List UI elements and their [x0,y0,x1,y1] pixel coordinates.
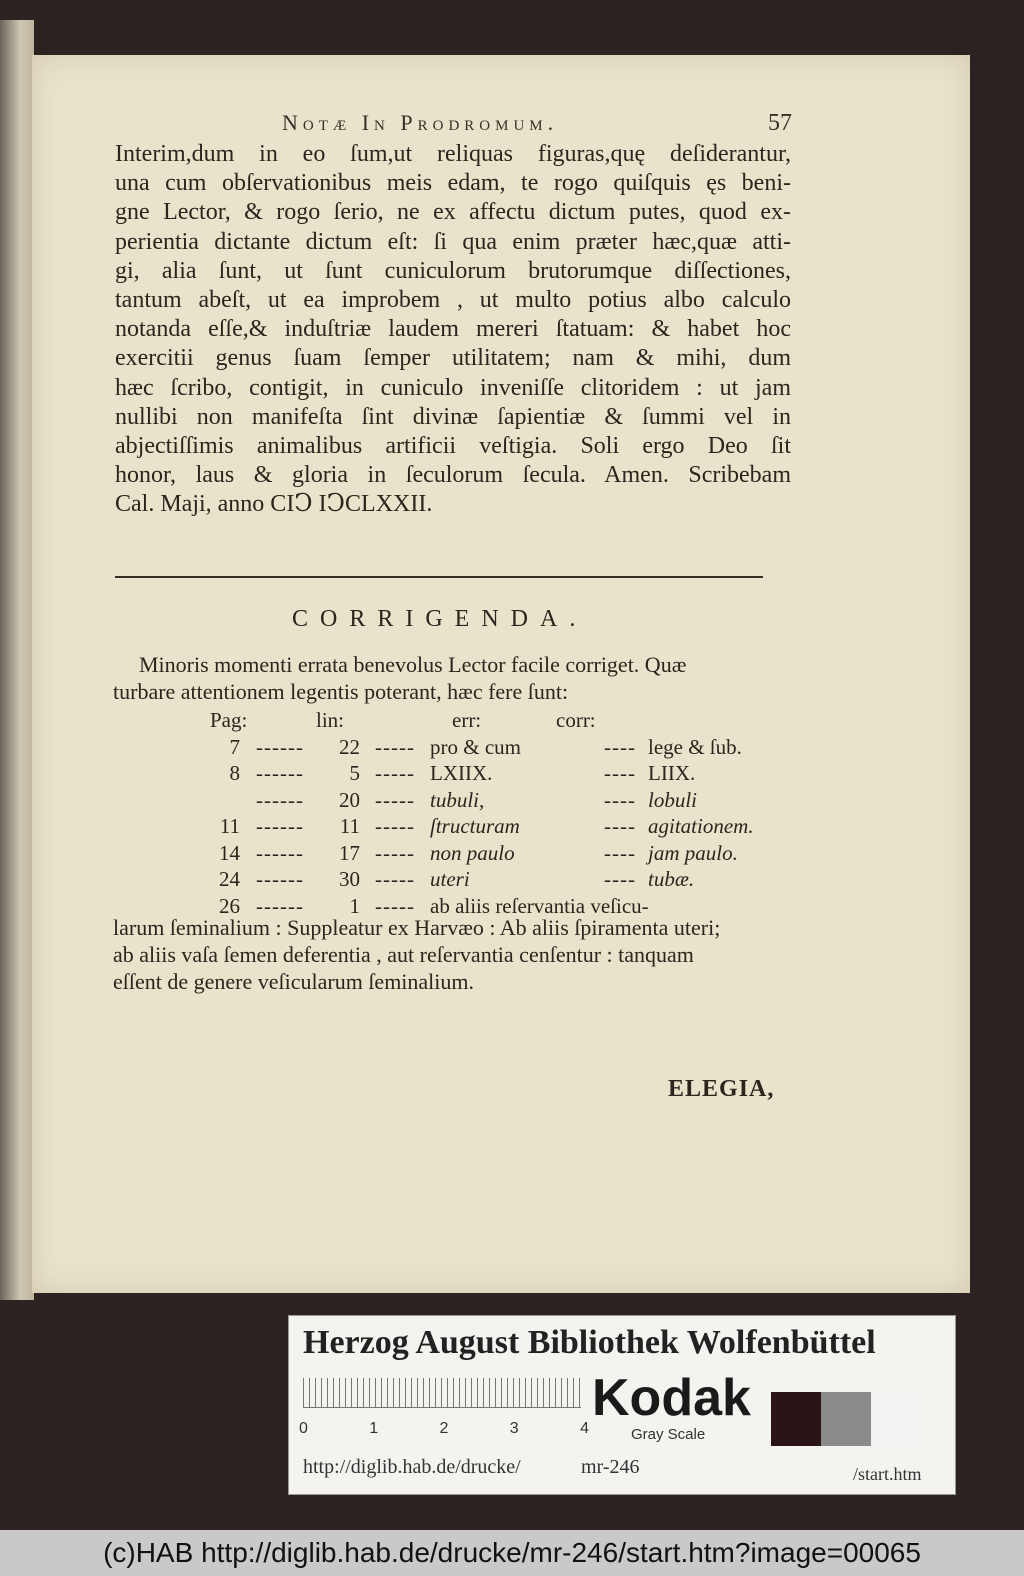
library-name: Herzog August Bibliothek Wolfenbüttel [303,1324,876,1361]
errata-error: tubuli, [430,787,485,812]
start-label: /start.htm [853,1464,922,1484]
body-line: honor, laus & gloria in ſeculorum ſecula. Amen. Scribebam [115,462,791,489]
ruler [303,1378,581,1408]
intro-line: Minoris momenti errata benevolus Lector facile corriget. Quæ [139,652,687,677]
continuation-line: ab aliis vaſa ſemen deferentia , aut reſervantia cenſentur : tanquam [113,942,694,967]
errata-table [180,707,830,919]
errata-header [180,707,830,734]
continuation-line: larum ſeminalium : Suppleatur ex Harvæo : Ab aliis ſpiramenta uteri; [113,915,721,940]
errata-correction: agitationem. [648,814,754,838]
header-lin: lin: [316,708,345,732]
errata-page [180,787,240,814]
header-err: err: [452,708,482,732]
dash-leader: ----- [375,814,415,838]
ruler-number: 0 [299,1420,308,1437]
intro-line: turbare attentionem legentis poterant, hæc fere ſunt: [113,679,569,704]
errata-correction: lobuli [648,787,698,812]
dash-leader: ------ [256,893,304,918]
corrigenda-title: CORRIGENDA. [292,606,588,632]
errata-page: 8 [229,761,240,785]
dash-leader: ----- [375,893,415,918]
ruler-number: 3 [509,1420,519,1437]
body-line: abjectiſſimis animalibus artificii veſtigia. Soli ergo Deo ſit [115,433,791,460]
continuation-line: eſſent de genere veſicularum ſeminalium. [113,969,475,994]
errata-row [180,840,830,867]
swatch-white [871,1392,921,1446]
corrigenda-continuation [113,914,720,995]
header-pag: Pag: [210,708,248,732]
errata-page: 11 [219,814,240,838]
dash-leader: ---- [604,787,636,812]
dash-leader: ----- [375,840,415,865]
dash-leader: ---- [604,840,636,865]
header-corr: corr: [556,708,596,732]
errata-correction: lege & ſub. [648,734,742,759]
body-line: perientia dictante dictum eſt: ſi qua enim præter hæc,quæ atti- [115,228,791,255]
dash-leader: ------ [256,867,304,891]
dash-leader: ---- [604,867,636,891]
body-line: nullibi non manifeſta ſint divinæ ſapientiæ & ſummi vel in [115,403,791,430]
errata-error: ſtructuram [430,814,520,838]
dash-leader: ---- [604,734,636,759]
color-target-card [288,1315,956,1495]
swatch-gray [821,1392,871,1446]
body-line: Interim,dum in eo ſum,ut reliquas figuras,quę deſiderantur, [115,141,791,167]
dash-leader: ------ [256,787,304,812]
running-head: Notæ In Prodromum. [282,110,559,135]
body-line: una cum obſervationibus meis edam, te rogo quiſquis ęs beni- [115,170,791,197]
catchword: ELEGIA, [668,1076,775,1102]
errata-page: 7 [229,734,240,759]
gray-scale-label: Gray Scale [631,1426,706,1443]
errata-correction: tubæ. [648,867,695,891]
body-line: tantum abeſt, ut ea improbem , ut multo potius albo calculo [115,287,791,314]
errata-line: 11 [339,814,360,838]
errata-line: 22 [339,734,360,759]
dash-leader: ---- [604,761,636,785]
swatch-dark [771,1392,821,1446]
errata-error: ab aliis reſervantia veſicu- [430,893,649,918]
ruler-numbers [299,1420,589,1438]
errata-error: non paulo [430,840,515,865]
ruler-number: 1 [369,1420,379,1437]
errata-line: 1 [349,893,360,918]
errata-line: 20 [339,787,360,812]
errata-error: pro & cum [430,734,521,759]
dash-leader: ------ [256,761,304,785]
errata-error: uteri [430,867,470,891]
errata-correction: LIIX. [648,761,696,785]
errata-row [180,787,830,814]
errata-line: 30 [339,867,360,891]
errata-error: LXIIX. [430,761,493,785]
dash-leader: ----- [375,734,415,759]
errata-row [180,760,830,787]
errata-row [180,734,830,761]
dash-leader: ---- [604,814,636,838]
body-line: Cal. Maji, anno CIↃ IↃCLXXII. [115,491,433,518]
kodak-logo: Kodak [592,1369,751,1427]
body-line: hæc ſcribo, contigit, in cuniculo inveniſſe clitoridem : ut jam [115,374,791,401]
dash-leader: ------ [256,840,304,865]
corrigenda-intro [113,651,789,705]
errata-row [180,866,830,893]
previous-page-edge [0,20,34,1300]
divider-rule [115,576,763,578]
errata-row [180,813,830,840]
ruler-number: 4 [580,1420,589,1437]
errata-page: 14 [219,840,240,865]
body-line: gi, alia ſunt, ut ſunt cuniculorum brutorumque diſſectiones, [115,257,791,284]
ruler-number: 2 [439,1420,449,1437]
errata-page: 26 [219,893,240,918]
dash-leader: ----- [375,867,415,891]
body-line: notanda eſſe,& induſtriæ laudem mereri ſtatuam: & habet hoc [115,316,791,343]
shelfmark: mr-246 [581,1456,640,1478]
body-line: exercitii genus ſuam ſemper utilitatem; nam & mihi, dum [115,345,791,372]
dash-leader: ------ [256,814,304,838]
dash-leader: ----- [375,761,415,785]
page-number: 57 [768,110,792,136]
errata-line: 5 [349,761,360,785]
body-line: gne Lector, & rogo ſerio, ne ex affectu dictum putes, quod ex- [115,199,791,226]
dash-leader: ------ [256,734,304,759]
target-url: http://diglib.hab.de/drucke/ [303,1456,521,1478]
errata-correction: jam paulo. [648,840,738,865]
errata-page: 24 [219,867,240,891]
body-text [115,140,791,520]
copyright-footer: (c)HAB http://diglib.hab.de/drucke/mr-246/start.htm?image=00065 [0,1530,1024,1576]
errata-line: 17 [339,840,360,865]
dash-leader: ----- [375,787,415,812]
